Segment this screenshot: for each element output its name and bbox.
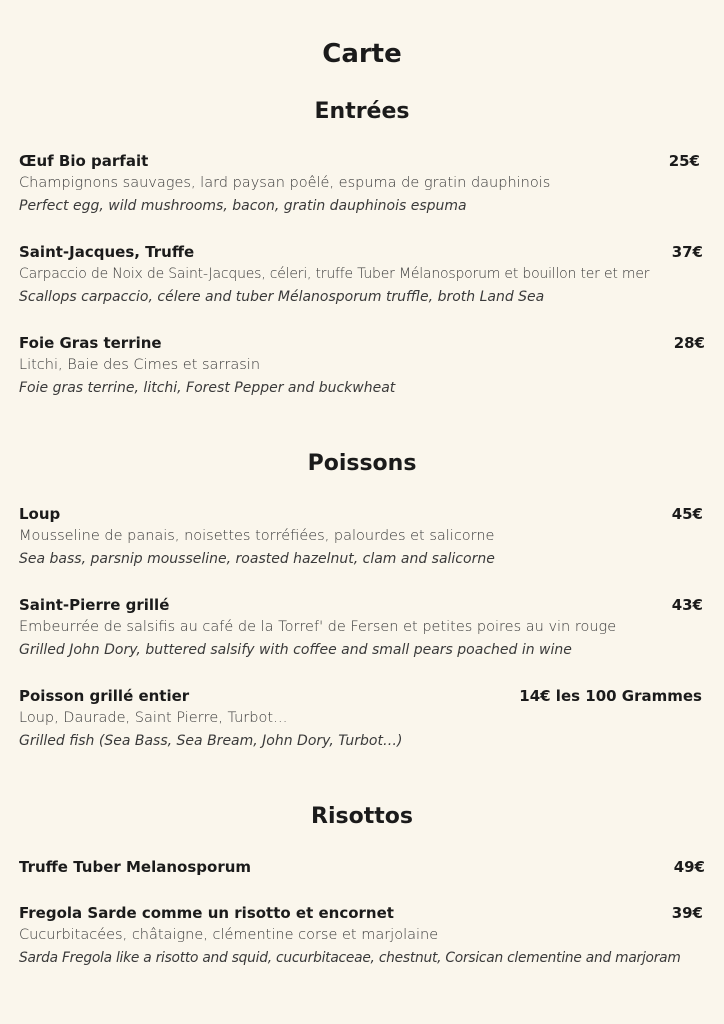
item-name: Truffe Tuber Melanosporum: [19, 858, 252, 876]
item-description-en: Perfect egg, wild mushrooms, bacon, gratin dauphinois espuma: [19, 198, 467, 214]
item-name: Poisson grillé entier: [19, 687, 190, 705]
item-price: 28€: [673, 334, 705, 352]
item-description-fr: Carpaccio de Noix de Saint-Jacques, céleri, truffe Tuber Mélanosporum et bouillon ter et mer: [19, 266, 650, 282]
menu-item: [19, 685, 705, 753]
item-description-en: Grilled John Dory, buttered salsify with coffee and small pears poached in wine: [19, 642, 572, 658]
menu-item: [19, 150, 705, 218]
menu-item: [19, 503, 705, 571]
menu-item: [19, 332, 705, 400]
item-description-fr: Mousseline de panais, noisettes torréfiées, palourdes et salicorne: [19, 528, 495, 544]
section-title-risottos: Risottos: [311, 804, 413, 829]
item-description-fr: Loup, Daurade, Saint Pierre, Turbot…: [19, 710, 288, 726]
section-title-entrees: Entrées: [314, 99, 410, 124]
item-price: 39€: [671, 904, 703, 922]
menu-item: [19, 594, 705, 662]
item-description-en: Scallops carpaccio, célere and tuber Mélanosporum truffle, broth Land Sea: [19, 289, 545, 305]
item-name: Foie Gras terrine: [19, 334, 162, 352]
menu-item: [19, 902, 705, 970]
item-description-fr: Champignons sauvages, lard paysan poêlé, espuma de gratin dauphinois: [19, 175, 551, 191]
item-description-fr: Embeurrée de salsifis au café de la Torref' de Fersen et petites poires au vin rouge: [19, 619, 617, 635]
item-name: Saint-Pierre grillé: [19, 596, 170, 614]
item-price: 37€: [671, 243, 703, 261]
item-price: 14€ les 100 Grammes: [519, 687, 702, 705]
item-description-en: Grilled fish (Sea Bass, Sea Bream, John Dory, Turbot…): [19, 733, 403, 749]
section-title-poissons: Poissons: [307, 451, 417, 476]
menu-item: [19, 856, 705, 878]
item-name: Fregola Sarde comme un risotto et encornet: [19, 904, 394, 922]
item-name: Œuf Bio parfait: [19, 152, 149, 170]
item-description-en: Foie gras terrine, litchi, Forest Pepper and buckwheat: [19, 380, 396, 396]
item-name: Saint-Jacques, Truffe: [19, 243, 195, 261]
menu-item: [19, 241, 705, 309]
item-price: 49€: [673, 858, 705, 876]
item-name: Loup: [19, 505, 61, 523]
item-price: 45€: [671, 505, 703, 523]
item-description-fr: Litchi, Baie des Cimes et sarrasin: [19, 357, 261, 373]
item-description-fr: Cucurbitacées, châtaigne, clémentine corse et marjolaine: [19, 927, 439, 943]
item-price: 43€: [671, 596, 703, 614]
item-description-en: Sarda Fregola like a risotto and squid, cucurbitaceae, chestnut, Corsican clementine and marjoram: [19, 950, 681, 966]
item-description-en: Sea bass, parsnip mousseline, roasted hazelnut, clam and salicorne: [19, 551, 495, 567]
item-price: 25€: [668, 152, 700, 170]
page-title: Carte: [322, 39, 402, 69]
